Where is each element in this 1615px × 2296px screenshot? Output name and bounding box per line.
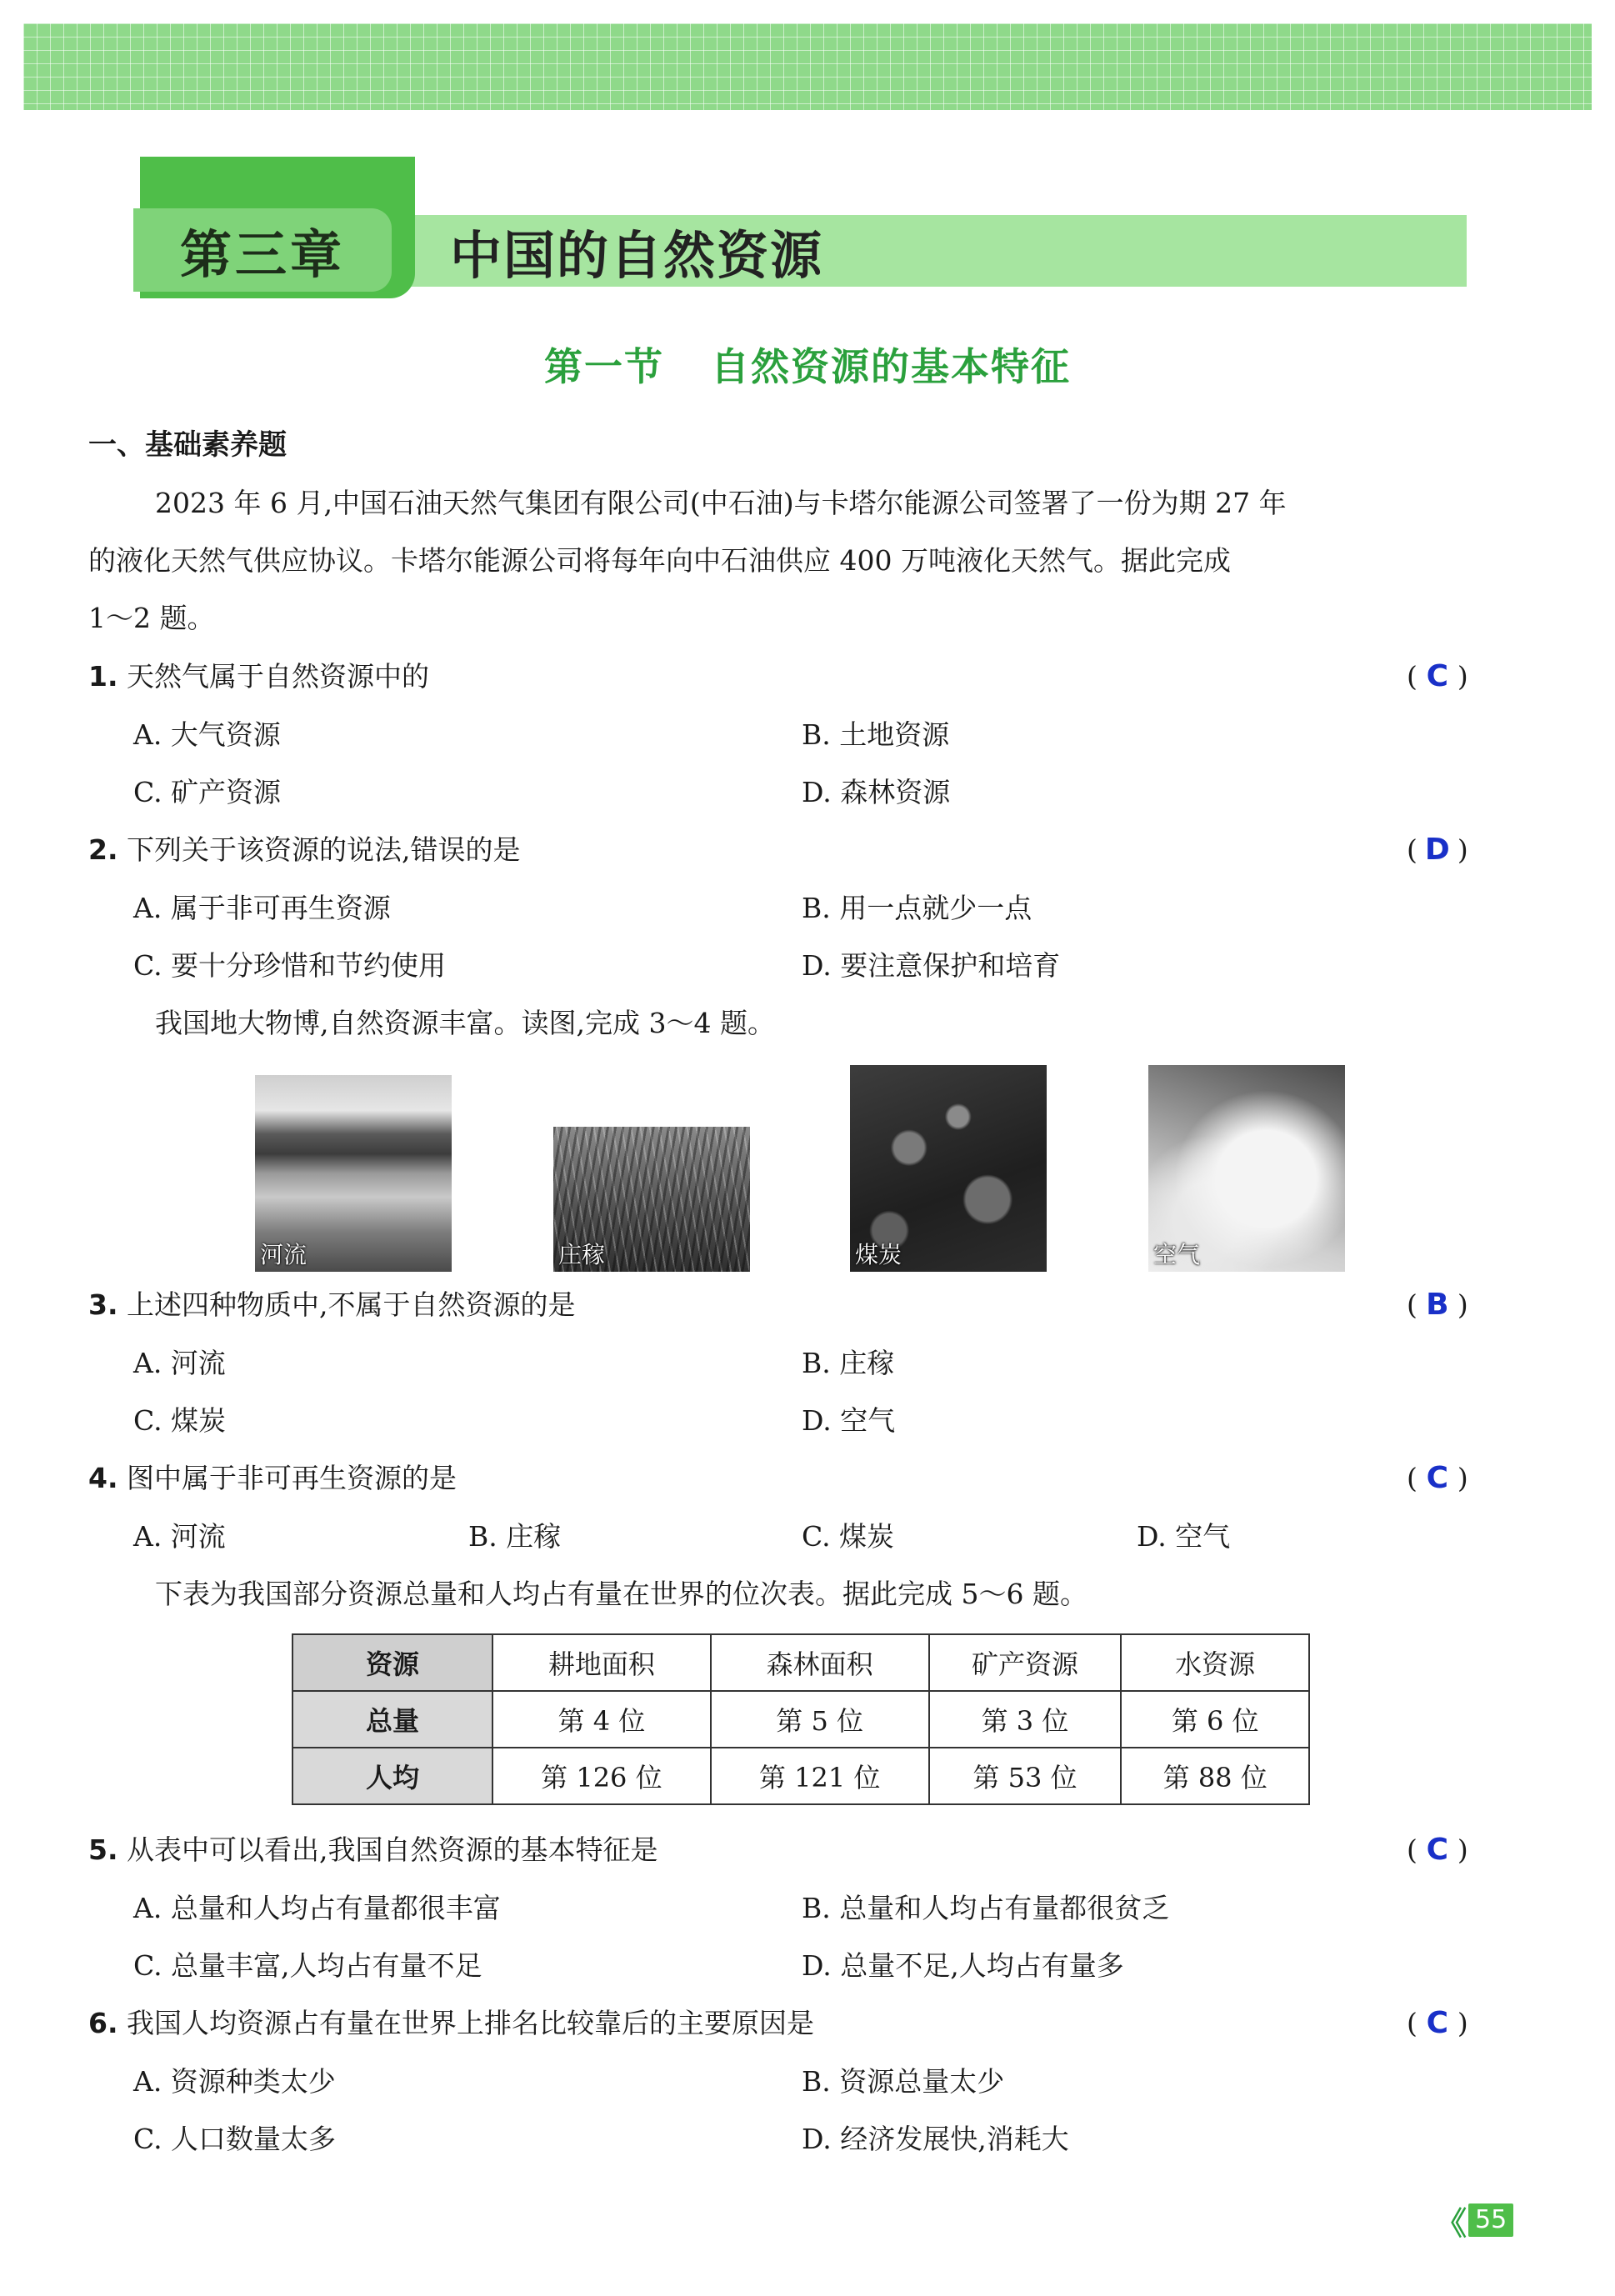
question-number: 4. — [88, 1462, 118, 1494]
question-stem — [88, 660, 429, 693]
table-header-cell: 耕地面积 — [492, 1634, 711, 1691]
chapter-title: 中国的自然资源 — [450, 224, 824, 286]
answer-value: C — [1426, 1461, 1449, 1495]
intro-line: 1～2 题。 — [88, 602, 215, 634]
table-cell: 第 6 位 — [1121, 1691, 1309, 1748]
answer-value: C — [1426, 659, 1449, 693]
intro-line: 下表为我国部分资源总量和人均占有量在世界的位次表。据此完成 5～6 题。 — [155, 1578, 1088, 1610]
table-row-label: 人均 — [292, 1748, 492, 1804]
option: A. 属于非可再生资源 — [133, 892, 391, 924]
option: C. 矿产资源 — [133, 776, 282, 808]
table-cell: 第 3 位 — [929, 1691, 1122, 1748]
chevron-left-icon: 《 — [1435, 2204, 1468, 2242]
table-cell: 第 4 位 — [492, 1691, 711, 1748]
intro-line: 的液化天然气供应协议。卡塔尔能源公司将每年向中石油供应 400 万吨液化天然气。据此完成 — [88, 544, 1231, 577]
photo-caption: 河流 — [260, 1241, 308, 1268]
table-header-cell: 矿产资源 — [929, 1634, 1122, 1691]
photo-caption: 庄稼 — [558, 1241, 606, 1268]
table-cell: 第 126 位 — [492, 1748, 711, 1804]
table-cell: 第 53 位 — [929, 1748, 1122, 1804]
question-text: 我国人均资源占有量在世界上排名比较靠后的主要原因是 — [127, 2007, 814, 2039]
chapter-header — [133, 157, 1467, 298]
question-number: 5. — [88, 1833, 118, 1866]
table-header-cell: 水资源 — [1121, 1634, 1309, 1691]
option: C. 煤炭 — [133, 1404, 227, 1437]
option: D. 经济发展快,消耗大 — [802, 2123, 1069, 2155]
table-cell: 第 121 位 — [711, 1748, 929, 1804]
page-number-value: 55 — [1468, 2203, 1513, 2237]
option: C. 煤炭 — [802, 1520, 895, 1553]
table-row — [292, 1748, 1309, 1804]
question-stem — [88, 1833, 658, 1867]
answer-value: B — [1426, 1288, 1449, 1322]
answer-bracket: ( C ) — [1407, 1833, 1468, 1867]
answer-value: C — [1426, 2006, 1449, 2040]
answer-value: C — [1426, 1833, 1449, 1867]
resource-rank-table — [292, 1633, 1310, 1805]
option: A. 河流 — [133, 1347, 226, 1379]
option: A. 总量和人均占有量都很丰富 — [133, 1892, 501, 1924]
question-text: 从表中可以看出,我国自然资源的基本特征是 — [127, 1833, 658, 1866]
option: D. 要注意保护和培育 — [802, 949, 1061, 982]
option: D. 总量不足,人均占有量多 — [802, 1949, 1124, 1982]
option: D. 空气 — [1137, 1520, 1231, 1553]
question-number: 6. — [88, 2007, 118, 2039]
photo-caption: 煤炭 — [855, 1241, 902, 1268]
chapter-number: 第三章 — [133, 208, 392, 292]
question-number: 1. — [88, 660, 118, 693]
question-text: 天然气属于自然资源中的 — [127, 660, 429, 693]
intro-line: 我国地大物博,自然资源丰富。读图,完成 3～4 题。 — [155, 1007, 775, 1039]
answer-bracket: ( C ) — [1407, 2006, 1468, 2040]
section-name: 自然资源的基本特征 — [711, 344, 1071, 389]
table-row-label: 总量 — [292, 1691, 492, 1748]
page-number — [1435, 2203, 1513, 2242]
option: B. 庄稼 — [802, 1347, 895, 1379]
question-number: 2. — [88, 833, 118, 866]
coal-photo — [850, 1065, 1047, 1272]
option: B. 土地资源 — [802, 718, 950, 751]
table-cell: 第 5 位 — [711, 1691, 929, 1748]
option: B. 用一点就少一点 — [802, 892, 1032, 924]
answer-bracket: ( B ) — [1407, 1288, 1468, 1322]
crop-photo — [553, 1127, 750, 1272]
option: A. 资源种类太少 — [133, 2065, 336, 2098]
answer-bracket: ( D ) — [1407, 833, 1468, 867]
section-title — [0, 337, 1615, 392]
river-photo — [255, 1075, 452, 1272]
answer-bracket: ( C ) — [1407, 1461, 1468, 1495]
question-stem — [88, 1462, 457, 1495]
answer-bracket: ( C ) — [1407, 659, 1468, 693]
photo-caption: 空气 — [1153, 1241, 1201, 1268]
table-row — [292, 1691, 1309, 1748]
question-text: 上述四种物质中,不属于自然资源的是 — [127, 1288, 576, 1321]
question-stem — [88, 833, 521, 867]
question-number: 3. — [88, 1288, 118, 1321]
air-photo — [1148, 1065, 1345, 1272]
option: B. 资源总量太少 — [802, 2065, 1005, 2098]
top-grid-band — [23, 23, 1592, 110]
part-heading: 一、基础素养题 — [88, 428, 287, 462]
question-stem — [88, 2007, 814, 2040]
table-cell: 第 88 位 — [1121, 1748, 1309, 1804]
table-header-row — [292, 1634, 1309, 1691]
section-prefix: 第一节 — [544, 344, 664, 389]
option: C. 要十分珍惜和节约使用 — [133, 949, 447, 982]
option: C. 总量丰富,人均占有量不足 — [133, 1949, 482, 1982]
option: D. 空气 — [802, 1404, 896, 1437]
answer-value: D — [1424, 833, 1450, 867]
option: B. 总量和人均占有量都很贫乏 — [802, 1892, 1170, 1924]
option: C. 人口数量太多 — [133, 2123, 337, 2155]
question-text: 图中属于非可再生资源的是 — [127, 1462, 457, 1494]
option: D. 森林资源 — [802, 776, 951, 808]
question-text: 下列关于该资源的说法,错误的是 — [127, 833, 521, 866]
intro-line: 2023 年 6 月,中国石油天然气集团有限公司(中石油)与卡塔尔能源公司签署了一份为期 27 年 — [155, 487, 1287, 519]
table-header-cell: 森林面积 — [711, 1634, 929, 1691]
question-stem — [88, 1288, 576, 1322]
option: A. 大气资源 — [133, 718, 281, 751]
option: B. 庄稼 — [468, 1520, 562, 1553]
option: A. 河流 — [133, 1520, 226, 1553]
table-header-cell: 资源 — [292, 1634, 492, 1691]
